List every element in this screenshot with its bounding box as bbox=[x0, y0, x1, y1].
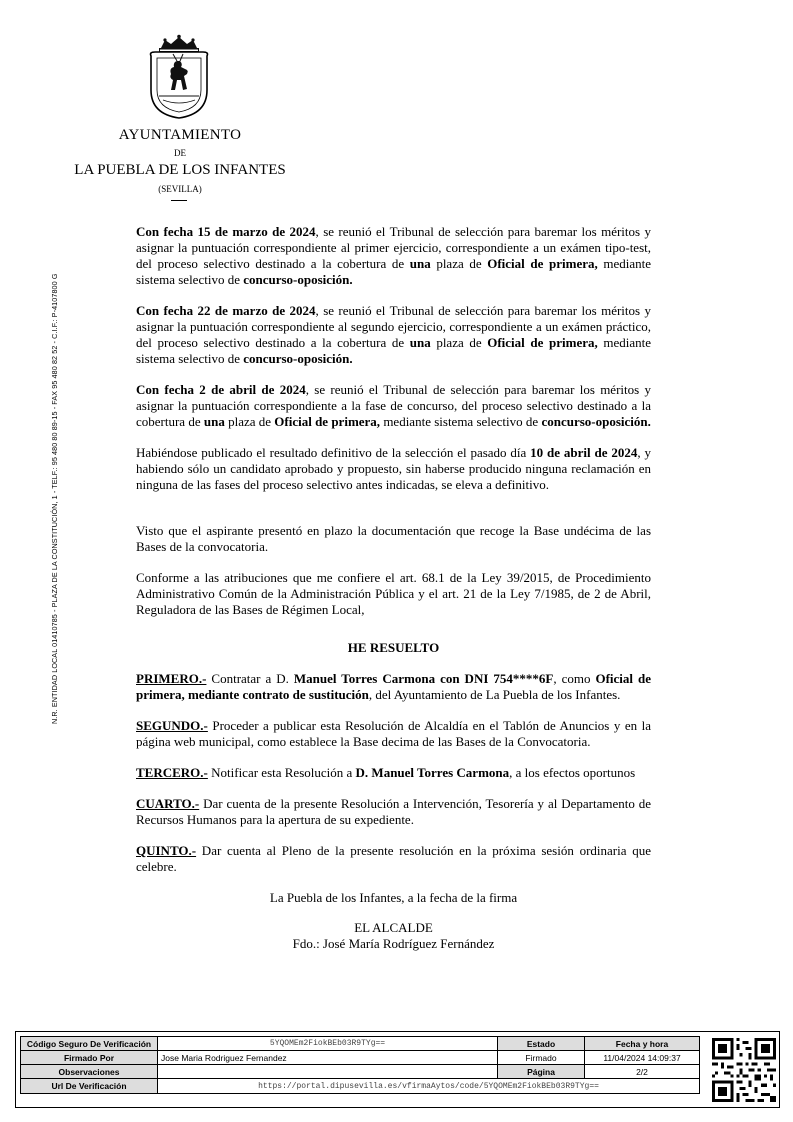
csv-value: 5YQOMEm2FiokBEb03R9TYg== bbox=[158, 1037, 498, 1051]
qr-code-icon bbox=[712, 1036, 776, 1104]
verification-footer bbox=[15, 1031, 780, 1108]
resolution-primero: PRIMERO.- Contratar a D. Manuel Torres Carmona con DNI 754****6F, como Oficial de primera, mediante contrato de sustitución, del Ayuntamiento de La Puebla de los Infantes. bbox=[136, 671, 651, 702]
resolution-heading: HE RESUELTO bbox=[347, 640, 440, 655]
province-name: (SEVILLA) bbox=[158, 184, 202, 194]
url-label: Url De Verificación bbox=[21, 1079, 158, 1094]
url-value[interactable]: https://portal.dipusevilla.es/vfirmaAytos/code/5YQOMEm2FiokBEb03R9TYg== bbox=[158, 1079, 700, 1094]
coat-of-arms-seal bbox=[147, 34, 211, 120]
municipality-name: LA PUEBLA DE LOS INFANTES bbox=[74, 162, 286, 178]
fecha-label: Fecha y hora bbox=[585, 1037, 700, 1051]
resolution-cuarto: CUARTO.- Dar cuenta de la presente Resolución a Intervención, Tesorería y al Departamento de Recursos Humanos para la apertura de su expediente. bbox=[136, 796, 651, 827]
observaciones-value bbox=[158, 1065, 498, 1079]
side-contact-text: N.R. ENTIDAD LOCAL 01410785 - PLAZA DE LA CONSTITUCIÓN, 1 - TELF.: 95 480 80 89-15 - FAX 95 480 82 52 - C.I.F.: P-4107800 G bbox=[50, 273, 59, 724]
signer-title: EL ALCALDE bbox=[354, 920, 433, 935]
resolution-quinto: QUINTO.- Dar cuenta al Pleno de la presente resolución en la próxima sesión ordinaria que celebre. bbox=[136, 843, 651, 874]
paragraph-legal-basis: Conforme a las atribuciones que me confiere el art. 68.1 de la Ley 39/2015, de Procedimiento Administrativo Común de la Administración Pública y el art. 21 de la Ley 7/1985, de 2 de Abril, Reguladora de las Bases de Régimen Local, bbox=[136, 570, 651, 617]
document-body bbox=[136, 224, 651, 952]
csv-label: Código Seguro De Verificación bbox=[21, 1037, 158, 1051]
firmado-value: Jose Maria Rodriguez Fernandez bbox=[158, 1051, 498, 1065]
paragraph-definitive: Habiéndose publicado el resultado definitivo de la selección el pasado día 10 de abril de 2024, y habiendo sólo un candidato aprobado y propuesto, sin haberse producido ninguna reclamación en ninguna de las fases del proceso selectivo antes indicadas, se eleva a definitivo. bbox=[136, 445, 652, 492]
paragraph-second-exam: Con fecha 22 de marzo de 2024, se reunió el Tribunal de selección para baremar los méritos y asignar la puntuación correspondiente al segundo ejercicio, correspondiente a un exámen práctico, del proceso selectivo destinado a la cobertura de una plaza de Oficial de primera, mediante sistema selectivo de concurso-oposición. bbox=[136, 303, 651, 366]
paragraph-concurso: Con fecha 2 de abril de 2024, se reunió el Tribunal de selección para baremar los méritos y asignar la puntuación correspondiente a la fase de concurso, del proceso selectivo destinado a la cobertura de una plaza de Oficial de primera, mediante sistema selectivo de concurso-oposición. bbox=[136, 382, 651, 429]
pagina-value: 2/2 bbox=[585, 1065, 700, 1079]
resolution-segundo: SEGUNDO.- Proceder a publicar esta Resolución de Alcaldía en el Tablón de Anuncios y en la página web municipal, como establece la Base decima de las Bases de la Convocatoria. bbox=[136, 718, 651, 749]
de-heading: DE bbox=[174, 148, 186, 158]
estado-value: Firmado bbox=[498, 1051, 585, 1065]
paragraph-first-exam: Con fecha 15 de marzo de 2024, se reunió el Tribunal de selección para baremar los méritos y asignar la puntuación correspondiente al primer ejercicio, correspondiente a un exámen tipo-test, del proceso selectivo destinado a la cobertura de una plaza de Oficial de primera, mediante sistema selectivo de concurso-oposición. bbox=[136, 224, 651, 287]
ayuntamiento-heading: AYUNTAMIENTO bbox=[118, 127, 242, 143]
resolution-tercero: TERCERO.- Notificar esta Resolución a D. Manuel Torres Carmona, a los efectos oportunos bbox=[136, 765, 636, 780]
place-and-date: La Puebla de los Infantes, a la fecha de la firma bbox=[269, 890, 518, 905]
verification-table bbox=[20, 1036, 700, 1094]
estado-label: Estado bbox=[498, 1037, 585, 1051]
signer-name: Fdo.: José María Rodríguez Fernández bbox=[292, 936, 495, 951]
observaciones-label: Observaciones bbox=[21, 1065, 158, 1079]
paragraph-documentation: Visto que el aspirante presentó en plazo la documentación que recoge la Base undécima de las Bases de la convocatoria. bbox=[136, 523, 651, 554]
fecha-value: 11/04/2024 14:09:37 bbox=[585, 1051, 700, 1065]
header-divider bbox=[171, 200, 187, 201]
firmado-label: Firmado Por bbox=[21, 1051, 158, 1065]
pagina-label: Página bbox=[498, 1065, 585, 1079]
